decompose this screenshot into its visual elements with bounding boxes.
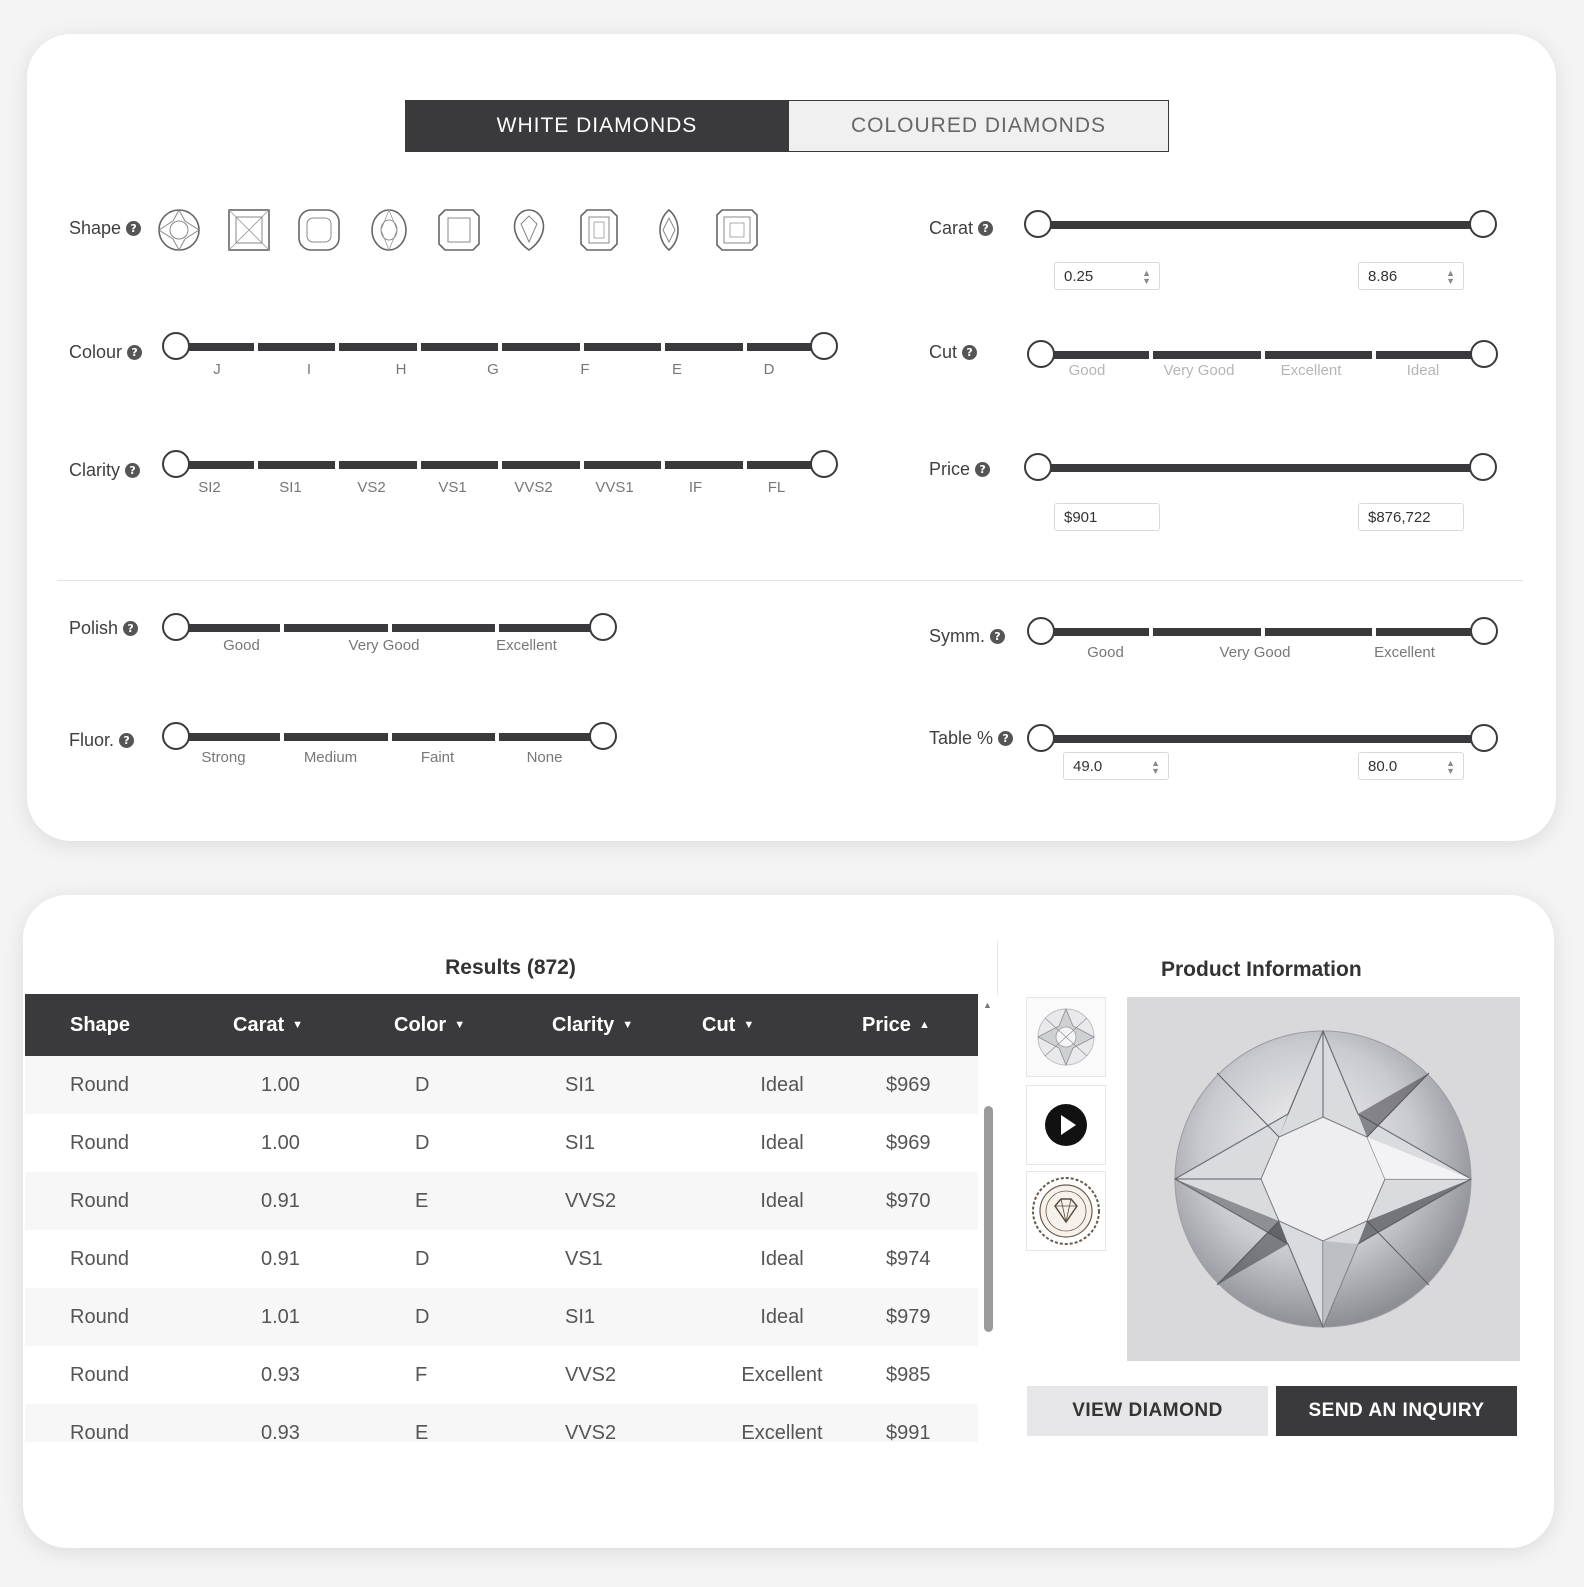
table-label: Table % [929, 728, 994, 748]
colour-tick: G [487, 361, 499, 378]
cell-clarity: SI1 [565, 1131, 596, 1154]
cell-carat: 1.00 [261, 1131, 300, 1154]
table-scrollbar[interactable] [978, 994, 996, 1440]
colour-tick: D [763, 361, 775, 378]
carat-track [1038, 221, 1483, 229]
radiant-shape-icon[interactable] [437, 208, 481, 252]
price-max-input[interactable] [1358, 503, 1464, 531]
colour-tick: I [306, 361, 312, 378]
certificate-seal-icon [1031, 1176, 1101, 1246]
colour-min-handle[interactable] [162, 332, 190, 360]
cell-price: $974 [886, 1247, 931, 1270]
cell-clarity: VS1 [565, 1247, 603, 1270]
cut-label: Cut [929, 342, 958, 362]
results-title: Results (872) [445, 956, 576, 979]
diamond-image-thumbnail[interactable] [1026, 997, 1106, 1077]
table-slider[interactable] [1027, 724, 1498, 754]
asscher-shape-icon[interactable] [715, 208, 759, 252]
table-min-value: 49.0 [1073, 757, 1103, 775]
tab-white-diamonds[interactable]: WHITE DIAMONDS [405, 100, 789, 152]
carat-min-input[interactable] [1054, 262, 1160, 290]
play-icon [1044, 1103, 1088, 1147]
cell-carat: 1.01 [261, 1305, 300, 1328]
table-min-handle[interactable] [1027, 724, 1055, 752]
fluor-label: Fluor. [69, 730, 115, 750]
cell-clarity: VVS2 [565, 1189, 617, 1212]
table-row[interactable] [25, 1114, 978, 1172]
sort-up-icon: ▲ [918, 1019, 930, 1032]
cut-ticks [1031, 362, 1479, 379]
cell-clarity: VVS2 [565, 1363, 617, 1386]
symm-track [1041, 628, 1484, 636]
cell-cut: Ideal [760, 1189, 804, 1212]
spinner-icon[interactable]: ▲ ▼ [1446, 758, 1455, 776]
clarity-tick: IF [688, 479, 703, 496]
table-max-value: 80.0 [1368, 757, 1398, 775]
fluor-tick: Faint [420, 749, 455, 766]
table-min-input[interactable] [1063, 752, 1169, 780]
help-icon[interactable]: ? [119, 733, 134, 748]
symm-tick: Very Good [1219, 644, 1291, 661]
cell-clarity: SI1 [565, 1305, 596, 1328]
cell-cut: Ideal [760, 1247, 804, 1270]
colour-tick: H [395, 361, 407, 378]
polish-track [176, 624, 603, 632]
cushion-shape-icon[interactable] [297, 208, 341, 252]
send-inquiry-button[interactable]: SEND AN INQUIRY [1276, 1386, 1517, 1436]
fluor-tick: Medium [303, 749, 358, 766]
help-icon[interactable]: ? [125, 463, 140, 478]
price-slider[interactable] [1024, 453, 1497, 483]
clarity-tick: VVS1 [595, 479, 634, 496]
carat-min-handle[interactable] [1024, 210, 1052, 238]
diamond-main-image [1127, 997, 1520, 1361]
scrollbar-thumb[interactable] [984, 1106, 993, 1332]
clarity-tick: FL [767, 479, 786, 496]
results-table [25, 994, 978, 1442]
cut-tick: Ideal [1406, 362, 1440, 379]
cell-price: $979 [886, 1305, 931, 1328]
colour-tick: F [580, 361, 590, 378]
column-header-clarity[interactable]: Clarity ▼ [552, 994, 702, 1056]
colour-tick: E [671, 361, 682, 378]
tab-coloured-diamonds[interactable]: COLOURED DIAMONDS [789, 100, 1169, 152]
scroll-up-icon[interactable]: ▲ [983, 1000, 992, 1010]
clarity-tick: VVS2 [514, 479, 553, 496]
cell-shape: Round [70, 1363, 129, 1386]
column-header-color[interactable]: Color ▼ [394, 994, 552, 1056]
column-header-cut[interactable]: Cut ▼ [702, 994, 862, 1056]
video-thumbnail[interactable] [1026, 1085, 1106, 1165]
carat-max-value: 8.86 [1368, 267, 1398, 285]
symm-label: Symm. [929, 626, 985, 646]
clarity-tick: SI2 [198, 479, 221, 496]
cell-shape: Round [70, 1073, 129, 1096]
sort-down-icon: ▼ [622, 1019, 634, 1032]
table-row[interactable] [25, 1288, 978, 1346]
results-panel [23, 895, 1554, 1548]
fluor-min-handle[interactable] [162, 722, 190, 750]
clarity-tick: VS2 [357, 479, 386, 496]
fluor-slider[interactable] [162, 722, 617, 752]
colour-max-handle[interactable] [810, 332, 838, 360]
price-max-handle[interactable] [1469, 453, 1497, 481]
help-icon[interactable]: ? [990, 629, 1005, 644]
carat-label: Carat [929, 218, 974, 238]
symm-min-handle[interactable] [1027, 617, 1055, 645]
polish-label: Polish [69, 618, 119, 638]
fluor-tick: None [526, 749, 563, 766]
table-row[interactable] [25, 1230, 978, 1288]
colour-ticks [171, 361, 819, 378]
table-row[interactable] [25, 1056, 978, 1114]
fluor-filter-label [69, 730, 134, 751]
help-icon[interactable]: ? [962, 345, 977, 360]
cut-tick: Good [1068, 362, 1106, 379]
fluor-max-handle[interactable] [589, 722, 617, 750]
polish-filter-label [69, 618, 138, 639]
carat-filter-label [929, 218, 993, 239]
princess-shape-icon[interactable] [227, 208, 271, 252]
shape-label: Shape [69, 218, 122, 238]
cell-clarity: VVS2 [565, 1421, 617, 1442]
spinner-icon[interactable]: ▲ ▼ [1446, 268, 1455, 286]
table-header-row [25, 994, 978, 1056]
clarity-ticks [169, 479, 817, 496]
cell-shape: Round [70, 1247, 129, 1270]
view-diamond-button[interactable]: VIEW DIAMOND [1027, 1386, 1268, 1436]
cell-color: D [415, 1247, 430, 1270]
cut-track [1041, 351, 1484, 359]
cell-carat: 0.91 [261, 1247, 300, 1270]
cell-shape: Round [70, 1189, 129, 1212]
clarity-min-handle[interactable] [162, 450, 190, 478]
fluor-ticks [170, 749, 598, 766]
clarity-track [176, 461, 824, 469]
price-track [1038, 464, 1483, 472]
price-min-input[interactable] [1054, 503, 1160, 531]
help-icon[interactable]: ? [998, 731, 1013, 746]
symm-slider[interactable] [1027, 617, 1498, 647]
cell-shape: Round [70, 1305, 129, 1328]
carat-min-value: 0.25 [1064, 267, 1094, 285]
table-max-handle[interactable] [1470, 724, 1498, 752]
cell-price: $991 [886, 1421, 931, 1442]
symm-tick: Excellent [1374, 644, 1435, 661]
marquise-shape-icon[interactable] [647, 208, 691, 252]
cell-cut: Ideal [760, 1305, 804, 1328]
spinner-icon[interactable]: ▲ ▼ [1142, 268, 1151, 286]
polish-tick: Very Good [348, 637, 420, 654]
symm-max-handle[interactable] [1470, 617, 1498, 645]
help-icon[interactable]: ? [123, 621, 138, 636]
product-info-title: Product Information [1161, 958, 1362, 981]
cell-carat: 0.91 [261, 1189, 300, 1212]
table-max-input[interactable] [1358, 752, 1464, 780]
sort-down-icon: ▼ [292, 1019, 304, 1032]
table-row[interactable] [25, 1404, 978, 1442]
cell-cut: Excellent [741, 1421, 823, 1442]
colour-label: Colour [69, 342, 123, 362]
cell-clarity: SI1 [565, 1073, 596, 1096]
clarity-tick: VS1 [438, 479, 467, 496]
symm-filter-label [929, 626, 1005, 647]
cell-carat: 0.93 [261, 1363, 300, 1386]
cell-color: D [415, 1131, 430, 1154]
cell-price: $985 [886, 1363, 931, 1386]
help-icon[interactable]: ? [127, 345, 142, 360]
colour-filter-label [69, 342, 142, 363]
cell-color: D [415, 1305, 430, 1328]
help-icon[interactable]: ? [126, 221, 141, 236]
certificate-thumbnail[interactable] [1026, 1171, 1106, 1251]
help-icon[interactable]: ? [978, 221, 993, 236]
colour-tick: J [213, 361, 221, 378]
polish-tick: Good [223, 637, 260, 654]
cell-cut: Ideal [760, 1131, 804, 1154]
cell-color: F [415, 1363, 428, 1386]
cell-cut: Excellent [741, 1363, 823, 1386]
section-divider [57, 580, 1523, 581]
cell-carat: 1.00 [261, 1073, 300, 1096]
cell-color: E [415, 1189, 429, 1212]
cell-shape: Round [70, 1131, 129, 1154]
table-filter-label [929, 728, 1013, 749]
shape-filter-label [69, 218, 141, 239]
colour-track [176, 343, 824, 351]
price-max-value: $876,722 [1368, 508, 1431, 526]
cut-tick: Excellent [1280, 362, 1342, 379]
cell-price: $969 [886, 1131, 931, 1154]
cell-cut: Ideal [760, 1073, 804, 1096]
round-shape-icon[interactable] [157, 208, 201, 252]
fluor-track [176, 733, 603, 741]
filter-panel [27, 34, 1556, 841]
cut-tick: Very Good [1163, 362, 1235, 379]
cell-color: E [415, 1421, 429, 1442]
column-header-price[interactable]: Price ▲ [862, 994, 978, 1056]
clarity-tick: SI1 [279, 479, 302, 496]
carat-max-input[interactable] [1358, 262, 1464, 290]
symm-tick: Good [1087, 644, 1124, 661]
cut-filter-label [929, 342, 977, 363]
symm-ticks [1031, 644, 1479, 661]
polish-tick: Excellent [496, 637, 557, 654]
sort-down-icon: ▼ [454, 1019, 466, 1032]
colour-slider[interactable] [162, 332, 838, 362]
emerald-shape-icon[interactable] [577, 208, 621, 252]
clarity-slider[interactable] [162, 450, 838, 480]
oval-shape-icon[interactable] [367, 208, 411, 252]
sort-down-icon: ▼ [743, 1019, 755, 1032]
cell-price: $969 [886, 1073, 931, 1096]
price-min-handle[interactable] [1024, 453, 1052, 481]
polish-ticks [170, 637, 598, 654]
price-min-value: $901 [1064, 508, 1098, 526]
fluor-tick: Strong [201, 749, 246, 766]
results-table-viewport[interactable] [23, 895, 1023, 1442]
clarity-max-handle[interactable] [810, 450, 838, 478]
diamond-type-tabs [405, 100, 1169, 152]
help-icon[interactable]: ? [975, 462, 990, 477]
cell-color: D [415, 1073, 430, 1096]
price-filter-label [929, 459, 990, 480]
clarity-label: Clarity [69, 460, 121, 480]
pear-shape-icon[interactable] [507, 208, 551, 252]
cell-shape: Round [70, 1421, 129, 1442]
table-row[interactable] [25, 1172, 978, 1230]
column-header-carat[interactable]: Carat ▼ [233, 994, 394, 1056]
table-row[interactable] [25, 1346, 978, 1404]
carat-slider[interactable] [1024, 210, 1497, 240]
carat-max-handle[interactable] [1469, 210, 1497, 238]
price-label: Price [929, 459, 971, 479]
cell-carat: 0.93 [261, 1421, 300, 1442]
spinner-icon[interactable]: ▲ ▼ [1151, 758, 1160, 776]
cell-price: $970 [886, 1189, 931, 1212]
clarity-filter-label [69, 460, 140, 481]
table-track [1041, 735, 1484, 743]
column-header-shape[interactable]: Shape [70, 994, 233, 1056]
